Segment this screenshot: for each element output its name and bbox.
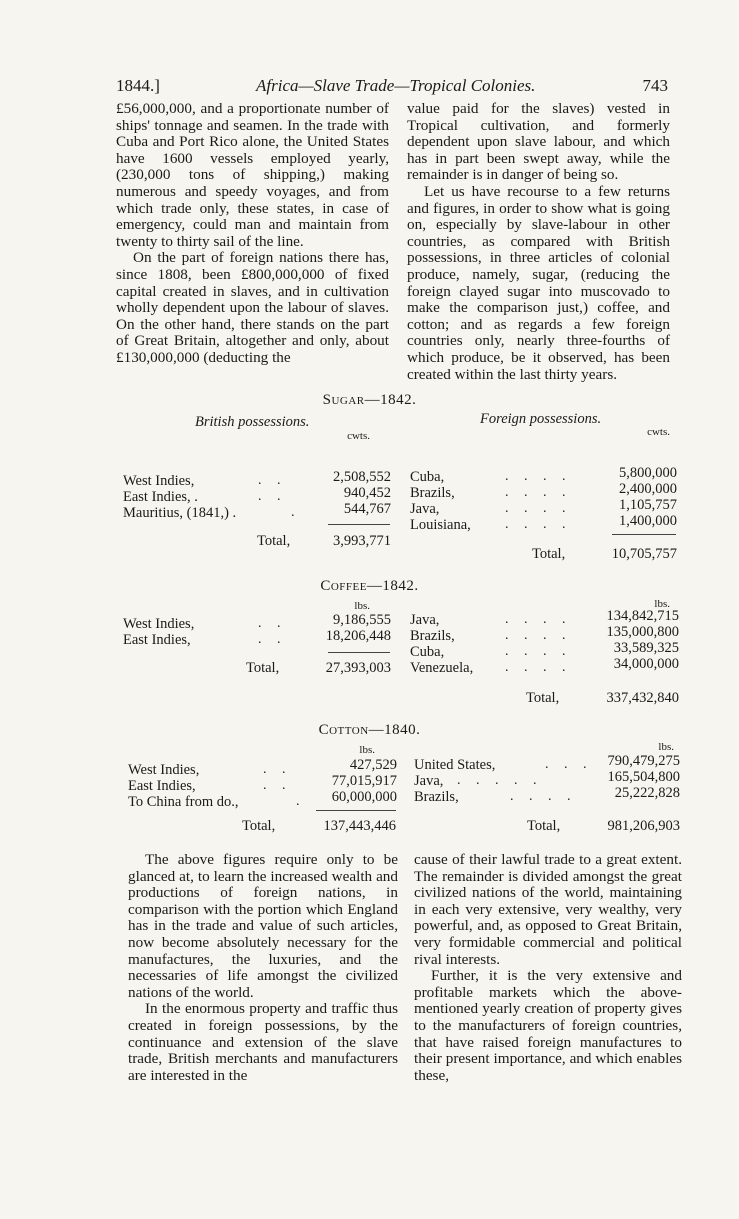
paragraph: value paid for the slaves) vested in Tropical cultivation, and formerly dependent upon slave labour, and which has in part been swept away, while the remainder is in danger of being so. xyxy=(407,100,670,184)
leader-dots: . . xyxy=(258,616,287,631)
row-value: 1,400,000 xyxy=(619,513,677,529)
leader-dots: . xyxy=(291,505,301,520)
total-label: Total, xyxy=(532,546,566,562)
leader-dots: . . . . xyxy=(505,644,572,659)
leader-dots: . xyxy=(296,794,306,809)
bottom-right-column xyxy=(414,852,682,1084)
row-value: 18,206,448 xyxy=(325,628,391,644)
row-value: 790,479,275 xyxy=(607,753,680,769)
top-right-column xyxy=(407,101,670,383)
paragraph: Further, it is the very extensive and profitable markets which the above-mentioned yearly creation of property gives to the manufacturers of foreign countries, that have raised foreign manufactures to their present importance, and which enables these, xyxy=(414,967,682,1084)
unit-label: lbs. xyxy=(658,741,674,753)
paragraph: cause of their lawful trade to a great extent. The remainder is divided amongst the great civilized nations of the world, maintaining in each very extensive, very wealthy, very powerful, and, as opposed to Great Britain, very formidable commercial and political rival interests. xyxy=(414,851,682,968)
total-label: Total, xyxy=(246,660,280,676)
page-number: 743 xyxy=(642,76,668,95)
leader-dots: . . xyxy=(258,632,287,647)
leader-dots: . . . . xyxy=(505,628,572,643)
row-name: East Indies, . xyxy=(123,489,198,505)
leader-dots: . . . . xyxy=(505,660,572,675)
header-title: Africa—Slave Trade—Tropical Colonies. xyxy=(256,76,536,95)
row-name: Mauritius, (1841,) . xyxy=(123,505,237,521)
total-value: 137,443,446 xyxy=(323,818,396,834)
row-name: East Indies, xyxy=(128,778,196,794)
row-value: 135,000,800 xyxy=(606,624,679,640)
running-header xyxy=(116,76,668,98)
paragraph: In the enormous property and traffic thus created in foreign possessions, by the continuance and extension of the slave trade, British merchants and manufacturers are interested in the xyxy=(128,1000,398,1084)
unit-label: lbs. xyxy=(654,598,670,610)
row-value: 5,800,000 xyxy=(619,465,677,481)
row-name: Brazils, xyxy=(410,628,455,644)
unit-label: lbs. xyxy=(359,744,375,756)
row-name: Brazils, xyxy=(410,485,455,501)
sum-rule xyxy=(328,652,390,653)
british-heading: British possessions. xyxy=(195,414,310,430)
row-value: 1,105,757 xyxy=(619,497,677,513)
row-name: Louisiana, xyxy=(410,517,471,533)
unit-label: lbs. xyxy=(354,600,370,612)
row-value: 165,504,800 xyxy=(607,769,680,785)
paragraph: On the part of foreign nations there has, since 1808, been £800,000,000 of fixed capital created in slaves, and in cultivation wholly dependent upon the labour of slaves. On the other hand, there stands on the part of Great Britain, altogether and only, about £130,000,000 (deducting the xyxy=(116,249,389,366)
section-title: Coffee—1842. xyxy=(320,578,419,594)
sum-rule xyxy=(612,534,676,535)
row-name: Java, xyxy=(410,501,440,517)
unit-label: cwts. xyxy=(647,426,670,438)
row-value: 33,589,325 xyxy=(613,640,679,656)
leader-dots: . . xyxy=(263,778,292,793)
total-label: Total, xyxy=(242,818,276,834)
row-name: West Indies, xyxy=(123,616,195,632)
row-value: 77,015,917 xyxy=(331,773,397,789)
header-year: 1844.] xyxy=(116,76,160,95)
row-name: West Indies, xyxy=(128,762,200,778)
row-name: Brazils, xyxy=(414,789,459,805)
total-label: Total, xyxy=(527,818,561,834)
sum-rule xyxy=(316,810,396,811)
paragraph: The above figures require only to be glanced at, to learn the increased wealth and productions of foreign nations, in comparison with the portion which England has in the trade and value of such articles, now become absolutely necessary for the manufactures, the luxuries, and the necessaries of life amongst the civilized nations of the world. xyxy=(128,851,398,1001)
leader-dots: . . . . . xyxy=(457,773,543,788)
leader-dots: . . . . xyxy=(505,469,572,484)
row-value: 544,767 xyxy=(343,501,391,517)
paragraph: £56,000,000, and a proportionate number of ships' tonnage and seamen. In the trade with Cuba and Port Rico alone, the United States have 1600 vessels employed yearly, (230,000 tons of shipping,) making numerous and speedy voyages, and from which trade only, these states, in case of emergency, could man and maintain from twenty to thirty sail of the line. xyxy=(116,100,389,250)
leader-dots: . . . . xyxy=(505,501,572,516)
row-value: 60,000,000 xyxy=(331,789,397,805)
leader-dots: . . . xyxy=(545,757,593,772)
row-name: To China from do., xyxy=(128,794,239,810)
row-name: Cuba, xyxy=(410,469,445,485)
bottom-left-column xyxy=(128,852,398,1084)
row-name: United States, xyxy=(414,757,496,773)
row-value: 2,400,000 xyxy=(619,481,677,497)
paragraph: Let us have recourse to a few returns and figures, in order to show what is going on, especially by slave-labour in other countries, as compared with British possessions, in three articles of colonial produce, namely, sugar, (reducing the foreign clayed sugar into muscovado to make the comparison just,) coffee, and cotton; and as regards a few foreign countries only, nearly three-fourths of which produce, be it observed, has been created within the last thirty years. xyxy=(407,182,670,383)
leader-dots: . . . . xyxy=(505,517,572,532)
unit-label: cwts. xyxy=(347,430,370,442)
total-value: 337,432,840 xyxy=(606,690,679,706)
top-left-column xyxy=(116,101,389,367)
row-name: West Indies, xyxy=(123,473,195,489)
total-value: 981,206,903 xyxy=(607,818,680,834)
total-value: 10,705,757 xyxy=(611,546,677,562)
leader-dots: . . xyxy=(258,473,287,488)
leader-dots: . . xyxy=(258,489,287,504)
leader-dots: . . . . xyxy=(505,485,572,500)
sum-rule xyxy=(328,524,390,525)
row-value: 427,529 xyxy=(349,757,397,773)
row-name: East Indies, xyxy=(123,632,191,648)
row-name: Venezuela, xyxy=(410,660,474,676)
total-label: Total, xyxy=(257,533,291,549)
row-name: Cuba, xyxy=(410,644,445,660)
total-value: 3,993,771 xyxy=(333,533,391,549)
row-value: 34,000,000 xyxy=(613,656,679,672)
row-name: Java, xyxy=(410,612,440,628)
section-title: Sugar—1842. xyxy=(322,392,417,408)
total-value: 27,393,003 xyxy=(325,660,391,676)
row-name: Java, xyxy=(414,773,444,789)
foreign-heading: Foreign possessions. xyxy=(480,411,602,427)
row-value: 2,508,552 xyxy=(333,469,391,485)
leader-dots: . . . . xyxy=(505,612,572,627)
row-value: 25,222,828 xyxy=(614,785,680,801)
row-value: 9,186,555 xyxy=(333,612,391,628)
leader-dots: . . . . xyxy=(510,789,577,804)
row-value: 940,452 xyxy=(343,485,391,501)
leader-dots: . . xyxy=(263,762,292,777)
row-value: 134,842,715 xyxy=(606,608,679,624)
total-label: Total, xyxy=(526,690,560,706)
section-title: Cotton—1840. xyxy=(318,722,421,738)
